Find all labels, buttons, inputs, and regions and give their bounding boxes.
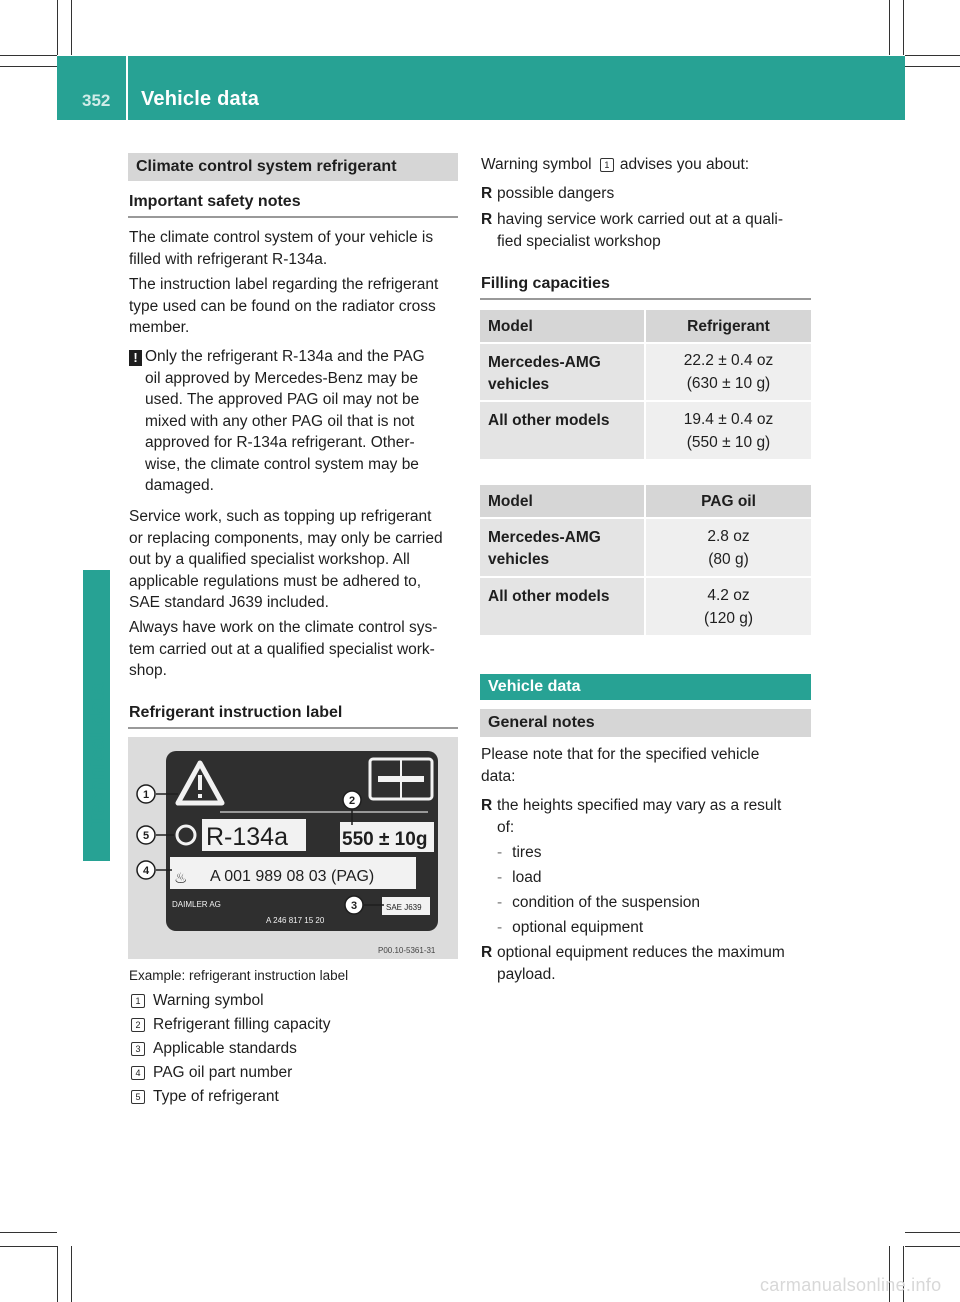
label-number-text: A 246 817 15 20 [266, 916, 325, 925]
heading-rule [128, 216, 458, 218]
label-part-number-text: A 001 989 08 03 (PAG) [210, 868, 375, 885]
dash-item [497, 842, 541, 864]
crop-mark [0, 55, 57, 56]
text-line: applicable regulations must be adhered to, [129, 572, 422, 590]
crop-mark [57, 0, 58, 55]
warning-intro [481, 154, 749, 176]
legend-item [131, 1016, 330, 1034]
dash-text: optional equipment [512, 919, 644, 936]
legend-number: 4 [131, 1066, 145, 1080]
label-standard-text: SAE J639 [386, 903, 422, 912]
model-line: vehicles [488, 551, 550, 568]
legend-item [131, 1040, 297, 1058]
page-number: 352 [82, 91, 111, 110]
table-row-value [646, 578, 811, 635]
dash-marker: - [497, 844, 503, 861]
crop-mark [905, 1246, 960, 1247]
intro-number: 1 [600, 158, 614, 172]
text-line: of: [497, 818, 515, 836]
section-heading-general-notes: General notes [480, 709, 811, 737]
legend-item [131, 992, 264, 1010]
text-line: shop. [129, 662, 167, 679]
paragraph-specialist-work [129, 617, 437, 682]
model-line: Mercedes-AMG [488, 354, 601, 371]
photo-reference: P00.10-5361-31 [378, 946, 436, 955]
bullet-item [481, 942, 785, 985]
table-row-value [646, 402, 811, 459]
value-line: 19.4 ± 0.4 oz [683, 411, 774, 428]
legend-number: 5 [131, 1090, 145, 1104]
table-row-model [480, 519, 644, 576]
dash-marker: - [497, 919, 503, 936]
bullet-marker: R [481, 797, 493, 814]
subheading-instruction-label: Refrigerant instruction label [129, 704, 343, 721]
dash-marker: - [497, 869, 503, 886]
table-row-value [646, 344, 811, 400]
text-line: wise, the climate control system may be [145, 455, 419, 473]
section-heading-refrigerant: Climate control system refrigerant [128, 153, 458, 181]
text-line: tem carried out at a qualified specialist work- [129, 640, 435, 658]
refrigerant-label-image [128, 737, 458, 959]
heading-rule [128, 727, 458, 729]
warning-note [145, 346, 425, 497]
crop-mark [905, 55, 960, 56]
table-header-model: Model [480, 485, 644, 517]
paragraph-service-work [129, 506, 443, 614]
text-line: data: [481, 767, 516, 785]
crop-mark [905, 1232, 960, 1233]
table-row-value [646, 519, 811, 576]
table-header-model: Model [480, 310, 644, 342]
dash-item [497, 867, 541, 889]
oil-can-icon: ♨ [174, 870, 188, 887]
text-line: damaged. [145, 477, 214, 494]
text-line: Service work, such as topping up refrigerant [129, 508, 432, 525]
watermark: carmanualsonline.info [760, 1275, 942, 1295]
bullet-marker: R [481, 944, 493, 961]
bullet-marker: R [481, 185, 493, 202]
heading-rule [480, 298, 811, 300]
text-line: mixed with any other PAG oil that is not [145, 412, 415, 430]
callout-number: 1 [142, 789, 150, 801]
table-row-model [480, 344, 644, 400]
text-line: Only the refrigerant R-134a and the PAG [145, 348, 425, 365]
crop-mark [57, 1246, 58, 1302]
subheading-safety-notes: Important safety notes [129, 193, 301, 210]
crop-mark [0, 1246, 57, 1247]
intro-text: advises you about: [619, 156, 750, 173]
paragraph-system-refrigerant [129, 227, 433, 270]
warning-icon: ! [129, 350, 142, 366]
label-maker-text: DAIMLER AG [172, 900, 221, 909]
text-line: optional equipment reduces the maximum [497, 944, 785, 961]
bullet-item [481, 209, 783, 252]
model-line: All other models [488, 412, 610, 429]
model-line: Mercedes-AMG [488, 529, 601, 546]
text-line: payload. [497, 965, 556, 983]
text-line: oil approved by Mercedes-Benz may be [145, 369, 419, 387]
legend-number: 3 [131, 1042, 145, 1056]
text-line: member. [129, 319, 190, 336]
legend-number: 2 [131, 1018, 145, 1032]
text-line: the heights specified may vary as a result [497, 797, 782, 814]
dash-item [497, 917, 643, 939]
text-line: approved for R-134a refrigerant. Other- [145, 434, 415, 451]
legend-text: Refrigerant filling capacity [153, 1016, 331, 1033]
callout-number: 4 [142, 865, 150, 877]
dash-marker: - [497, 894, 503, 911]
text-line: SAE standard J639 included. [129, 594, 329, 611]
value-line: (630 ± 10 g) [686, 375, 771, 392]
header-divider [126, 56, 128, 120]
intro-text: Warning symbol [481, 156, 592, 173]
text-line: used. The approved PAG oil may not be [145, 391, 420, 408]
crop-mark [889, 0, 890, 55]
callout-number: 5 [142, 830, 150, 842]
value-line: (550 ± 10 g) [686, 434, 771, 451]
crop-mark [71, 1246, 72, 1302]
table-row-model [480, 402, 644, 459]
model-line: All other models [488, 588, 610, 605]
dash-text: condition of the suspension [512, 894, 701, 911]
subheading-filling-capacities: Filling capacities [481, 275, 610, 292]
text-line: Always have work on the climate control sys- [129, 619, 438, 636]
crop-mark [0, 1232, 57, 1233]
text-line: out by a qualified specialist workshop. All [129, 551, 410, 568]
crop-mark [903, 0, 904, 55]
text-line: or replacing components, may only be carried [129, 529, 443, 547]
legend-text: Applicable standards [153, 1040, 297, 1057]
value-line: (120 g) [703, 610, 754, 627]
label-refrigerant-text: R-134a [206, 823, 288, 851]
table-header-pag-oil: PAG oil [646, 485, 811, 517]
section-heading-vehicle-data: Vehicle data [480, 674, 811, 700]
legend-text: Warning symbol [153, 992, 264, 1009]
dash-text: load [512, 869, 542, 886]
callout-number: 2 [348, 795, 356, 807]
label-illustration [128, 737, 458, 959]
legend-item [131, 1088, 279, 1106]
page-title: Vehicle data [141, 88, 260, 110]
legend-number: 1 [131, 994, 145, 1008]
value-line: 4.2 oz [707, 587, 750, 604]
model-line: vehicles [488, 376, 550, 393]
text-line: having service work carried out at a quali- [497, 211, 784, 228]
legend-item [131, 1064, 292, 1082]
callout-number: 3 [350, 900, 358, 912]
crop-mark [905, 66, 960, 67]
bullet-item [481, 183, 614, 205]
text-line: filled with refrigerant R-134a. [129, 250, 328, 268]
legend-text: PAG oil part number [153, 1064, 293, 1081]
dash-text: tires [512, 844, 542, 861]
bullet-item [481, 795, 781, 838]
crop-mark [0, 66, 57, 67]
text-line: possible dangers [497, 185, 615, 202]
chapter-label: Technical data [86, 682, 109, 828]
dash-item [497, 892, 700, 914]
value-line: 22.2 ± 0.4 oz [683, 352, 774, 369]
bullet-marker: R [481, 211, 493, 228]
value-line: 2.8 oz [707, 528, 750, 545]
text-line: type used can be found on the radiator cross [129, 297, 436, 315]
crop-mark [71, 0, 72, 55]
table-row-model [480, 578, 644, 635]
legend-text: Type of refrigerant [153, 1088, 279, 1105]
value-line: (80 g) [708, 551, 749, 568]
text-line: The instruction label regarding the refrigerant [129, 276, 439, 293]
text-line: The climate control system of your vehicle is [129, 229, 434, 246]
paragraph-label-location [129, 274, 438, 339]
image-caption: Example: refrigerant instruction label [129, 968, 349, 983]
text-line: Please note that for the specified vehicle [481, 746, 760, 763]
text-line: fied specialist workshop [497, 232, 661, 250]
paragraph-general-notes [481, 744, 759, 787]
table-header-refrigerant: Refrigerant [646, 310, 811, 342]
label-capacity-text: 550 ± 10g [342, 829, 428, 850]
